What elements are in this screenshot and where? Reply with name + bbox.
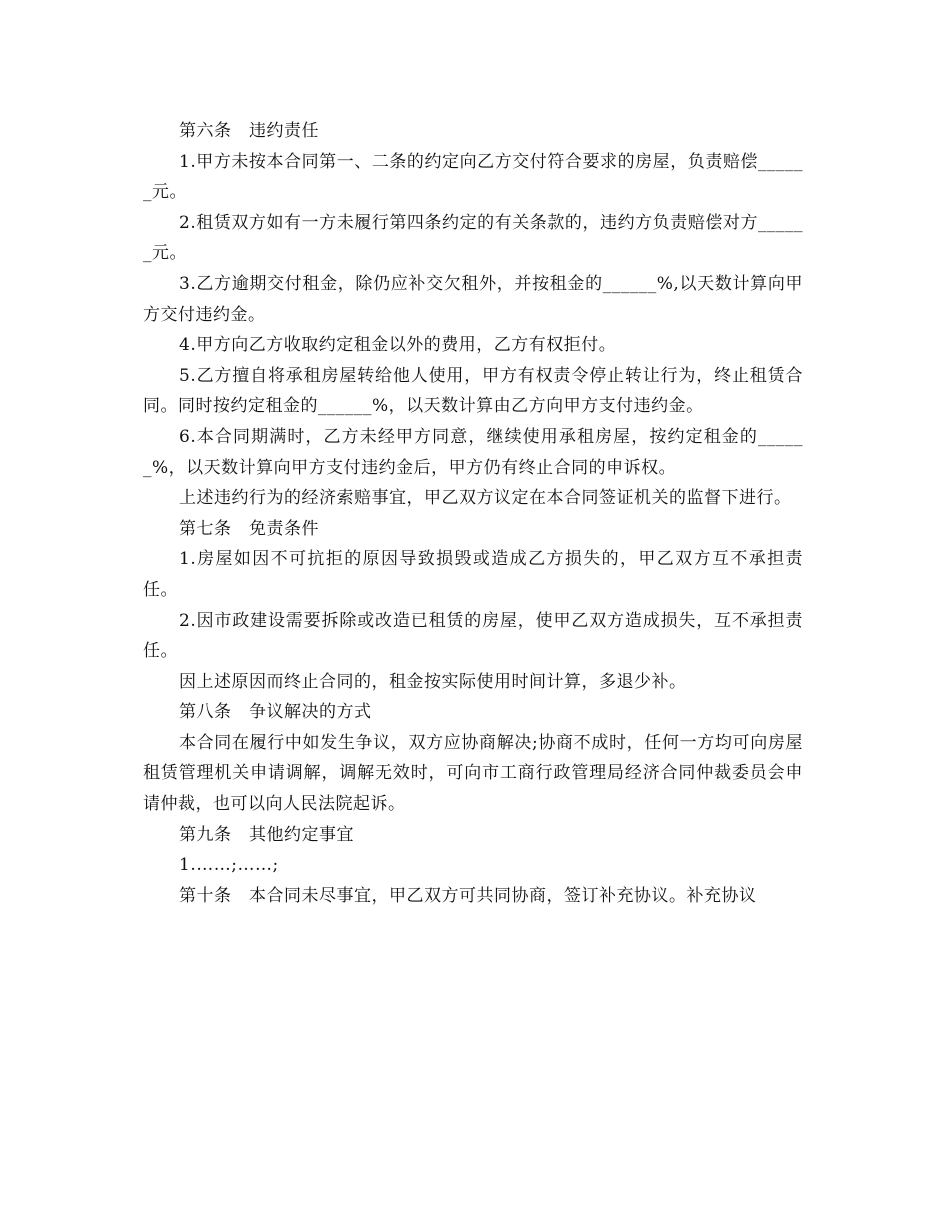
article-7-clause-2: 2.因市政建设需要拆除或改造已租赁的房屋，使甲乙双方造成损失，互不承担责任。: [143, 610, 803, 662]
article-8-heading: 第八条 争议解决的方式: [179, 702, 372, 723]
article-7-summary: 因上述原因而终止合同的，租金按实际使用时间计算，多退少补。: [179, 671, 687, 692]
article-6-heading: 第六条 违约责任: [179, 121, 319, 141]
article-6-clause-4: 4.甲方向乙方收取约定租金以外的费用，乙方有权拒付。: [179, 335, 617, 356]
article-6-clause-6: 6.本合同期满时，乙方未经甲方同意，继续使用承租房屋，按约定租金的______%，以天数计算向甲方支付违约金后，甲方仍有终止合同的申诉权。: [143, 426, 803, 478]
article-6-clause-2: 2.租赁双方如有一方未履行第四条约定的有关条款的，违约方负责赔偿对方______元。: [143, 212, 803, 264]
article-9-heading: 第九条 其他约定事宜: [179, 824, 354, 845]
article-8-body: 本合同在履行中如发生争议，双方应协商解决;协商不成时，任何一方均可向房屋租赁管理机关申请调解，调解无效时，可向市工商行政管理局经济合同仲裁委员会申请仲裁，也可以向人民法院起诉。: [143, 732, 803, 815]
article-6-summary: 上述违约行为的经济索赔事宜，甲乙双方议定在本合同签证机关的监督下进行。: [179, 488, 792, 509]
article-9-clause-1: 1.……;……;: [179, 855, 279, 876]
document-body: [143, 116, 803, 911]
article-6-clause-5: 5.乙方擅自将承租房屋转给他人使用，甲方有权责令停止转让行为，终止租赁合同。同时按约定租金的______%，以天数计算由乙方向甲方支付违约金。: [143, 365, 803, 417]
article-6-clause-3: 3.乙方逾期交付租金，除仍应补交欠租外，并按租金的______%,以天数计算向甲方交付违约金。: [143, 273, 803, 325]
article-7-clause-1: 1.房屋如因不可抗拒的原因导致损毁或造成乙方损失的，甲乙双方互不承担责任。: [143, 549, 803, 600]
article-7-heading: 第七条 免责条件: [179, 518, 319, 539]
article-6-clause-1: 1.甲方未按本合同第一、二条的约定向乙方交付符合要求的房屋，负责赔偿______元。: [143, 151, 803, 203]
article-10-body: 第十条 本合同未尽事宜，甲乙双方可共同协商，签订补充协议。补充协议: [179, 885, 757, 906]
